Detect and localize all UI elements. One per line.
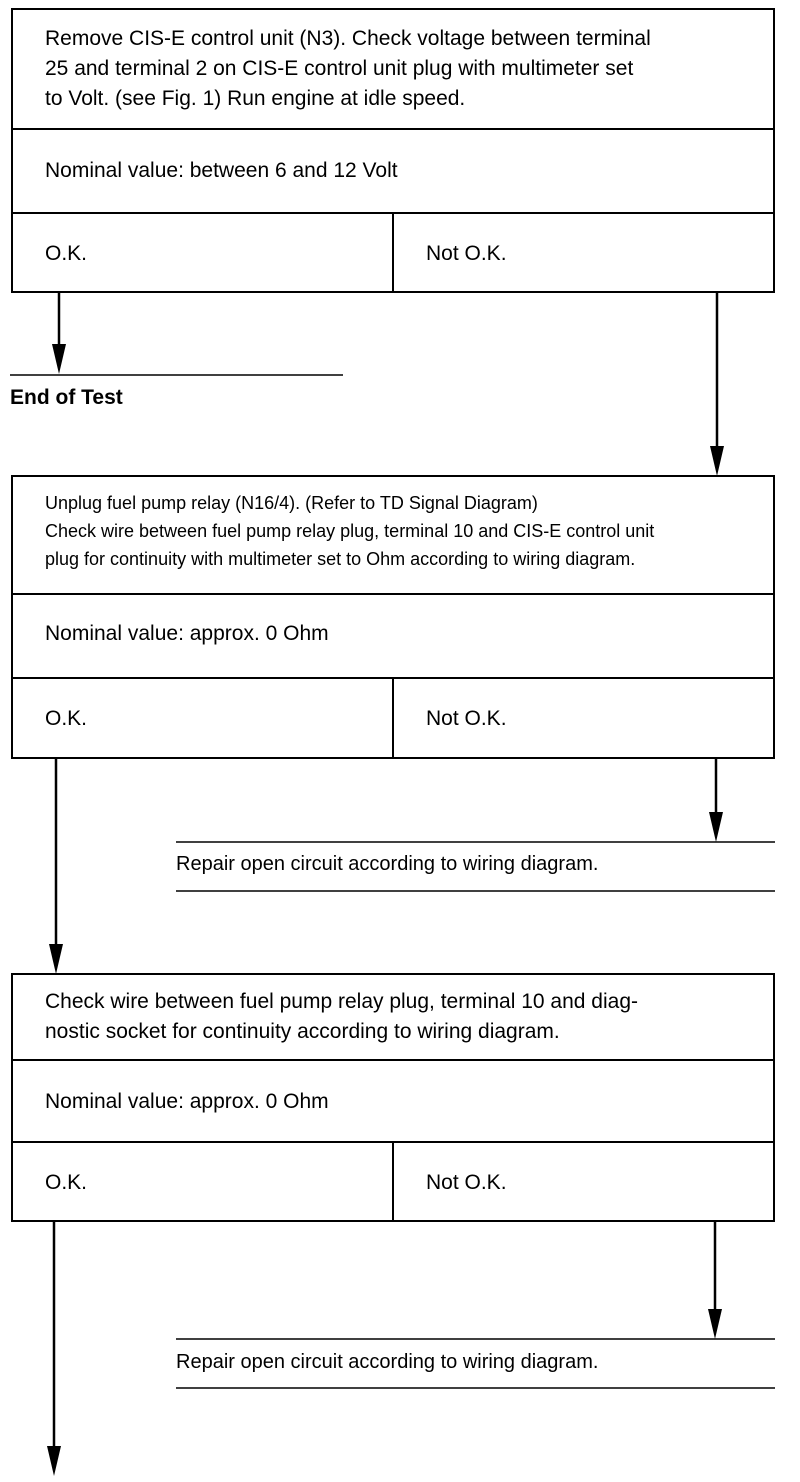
step2-instruction-line: Unplug fuel pump relay (N16/4). (Refer to TD Signal Diagram) (45, 493, 538, 513)
arrowhead-step2-ok (49, 944, 63, 974)
repair-open-circuit-1: Repair open circuit according to wiring diagram. (176, 853, 599, 875)
step3-nominal: Nominal value: approx. 0 Ohm (45, 1090, 329, 1113)
arrowhead-step1-ok (52, 344, 66, 374)
step1-ok-label: O.K. (45, 242, 88, 265)
step3-ok-label: O.K. (45, 1171, 88, 1194)
repair-open-circuit-2: Repair open circuit according to wiring diagram. (176, 1351, 599, 1373)
step2-ok-label: O.K. (45, 707, 88, 730)
step2-notok-label: Not O.K. (426, 707, 507, 730)
arrowhead-step2-notok (709, 812, 723, 842)
arrowhead-step1-notok (710, 446, 724, 476)
arrowhead-step3-notok (708, 1309, 722, 1339)
step3-instruction-line: nostic socket for continuity according to wiring diagram. (45, 1020, 560, 1043)
step1-notok-label: Not O.K. (426, 242, 507, 265)
step3-notok-label: Not O.K. (426, 1171, 507, 1194)
step2-instruction-line: plug for continuity with multimeter set to Ohm according to wiring diagram. (45, 549, 636, 569)
arrowhead-step3-ok (47, 1446, 61, 1476)
step3-instruction-line: Check wire between fuel pump relay plug, terminal 10 and diag- (45, 990, 638, 1013)
step1-instruction-line: 25 and terminal 2 on CIS-E control unit plug with multimeter set (45, 57, 634, 80)
step2-nominal: Nominal value: approx. 0 Ohm (45, 622, 329, 645)
step1-instruction-line: to Volt. (see Fig. 1) Run engine at idle speed. (45, 87, 466, 110)
step1-nominal: Nominal value: between 6 and 12 Volt (45, 159, 398, 182)
step1-instruction-line: Remove CIS-E control unit (N3). Check voltage between terminal (45, 27, 651, 50)
step2-instruction-line: Check wire between fuel pump relay plug, terminal 10 and CIS-E control unit (45, 521, 655, 541)
end-of-test-label: End of Test (10, 386, 123, 409)
